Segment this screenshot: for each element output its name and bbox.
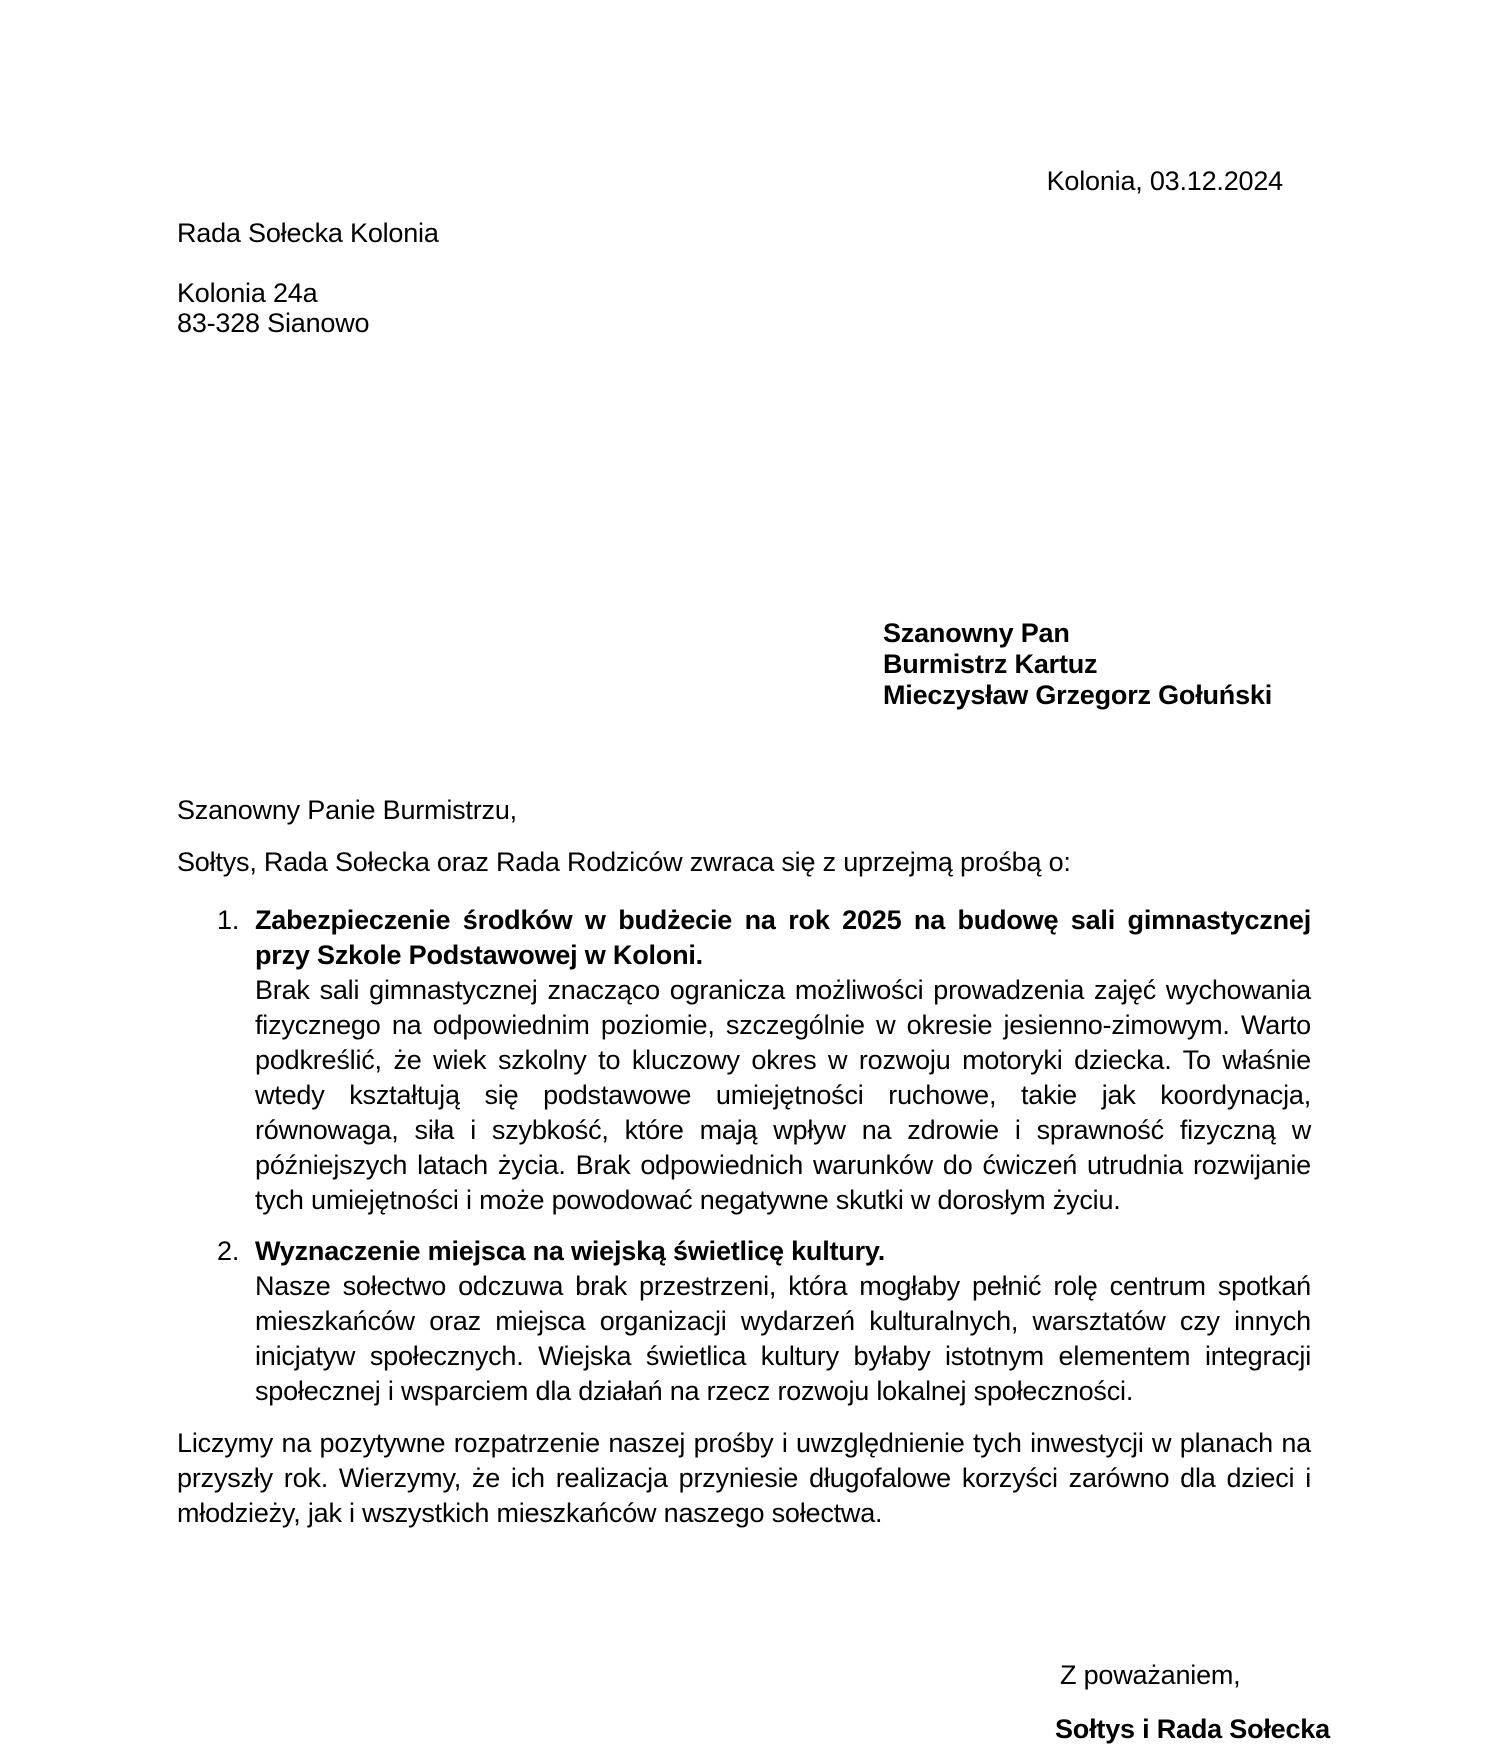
valediction: Z poważaniem, — [1060, 1660, 1241, 1690]
request-2-body: Nasze sołectwo odczuwa brak przestrzeni, która mogłaby pełnić rolę centrum spotkań mieszkańców oraz miejsca organizacji wydarzeń kulturalnych, warsztatów czy innych inicjatyw społecznych. Wiejska świetlica kultury byłaby istotnym elementem integracji społecznej i wsparciem dla działań na rzecz rozwoju lokalnej społeczności. — [255, 1271, 1311, 1406]
request-list — [177, 903, 1311, 1409]
request-2-number: 2. — [217, 1236, 240, 1266]
request-1-number: 1. — [217, 905, 240, 935]
request-item-1 — [177, 903, 1311, 1218]
sender-address-line1: Kolonia 24a — [177, 278, 318, 308]
recipient-title: Burmistrz Kartuz — [883, 649, 1098, 679]
recipient-block — [883, 618, 1272, 711]
sender-address-line2: 83-328 Sianowo — [177, 308, 370, 338]
recipient-name: Mieczysław Grzegorz Gołuński — [883, 680, 1273, 710]
request-1-body: Brak sali gimnastycznej znacząco ogranicza możliwości prowadzenia zajęć wychowania fizycznego na odpowiednim poziomie, szczególnie w okresie jesienno-zimowym. Warto podkreślić, że wiek szkolny to kluczowy okres w rozwoju motoryki dziecka. To właśnie wtedy kształtują się podstawowe umiejętności ruchowe, takie jak koordynacja, równowaga, siła i szybkość, które mają wpływ na zdrowie i sprawność fizyczną w późniejszych latach życia. Brak odpowiednich warunków do ćwiczeń utrudnia rozwijanie tych umiejętności i może powodować negatywne skutki w dorosłym życiu. — [255, 975, 1311, 1215]
recipient-honorific: Szanowny Pan — [883, 618, 1070, 648]
request-item-2 — [177, 1234, 1311, 1409]
intro-line: Sołtys, Rada Sołecka oraz Rada Rodziców zwraca się z uprzejmą prośbą o: — [177, 847, 1071, 877]
sender-name: Rada Sołecka Kolonia — [177, 218, 439, 248]
sender-block — [177, 218, 439, 338]
closing-paragraph: Liczymy na pozytywne rozpatrzenie naszej prośby i uwzględnienie tych inwestycji w planach na przyszły rok. Wierzymy, że ich realizacja przyniesie długofalowe korzyści zarówno dla dzieci i młodzieży, jak i wszystkich mieszkańców naszego sołectwa. — [177, 1428, 1311, 1528]
salutation: Szanowny Panie Burmistrzu, — [177, 795, 517, 825]
signature-line: Sołtys i Rada Sołecka — [1055, 1714, 1330, 1744]
request-1-heading: Zabezpieczenie środków w budżecie na rok 2025 na budowę sali gimnastycznej przy Szkole Podstawowej w Koloni. — [255, 905, 1311, 970]
date-line: Kolonia, 03.12.2024 — [1046, 166, 1283, 196]
request-2-heading: Wyznaczenie miejsca na wiejską świetlicę kultury. — [255, 1236, 885, 1266]
